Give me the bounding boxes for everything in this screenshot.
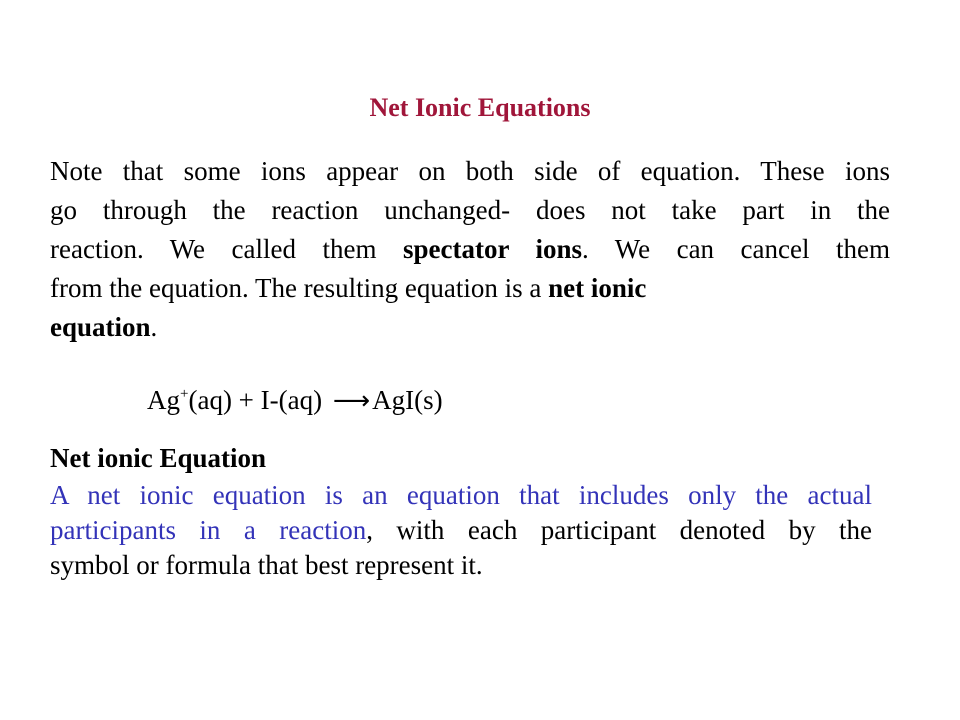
equation-term: equation [50, 312, 151, 342]
reaction-arrow-icon: ⟶ [332, 386, 371, 416]
paragraph-line-3 [50, 230, 890, 269]
paragraph-line-4 [50, 269, 890, 308]
equation-reactants: (aq) + I-(aq) [188, 385, 329, 415]
net-ionic-equation [147, 380, 443, 421]
paragraph-line-3-end: . We can cancel them [582, 234, 890, 264]
definition-text [50, 478, 872, 583]
spectator-ions-paragraph [50, 152, 890, 347]
silver-symbol: Ag [147, 385, 180, 415]
net-ionic-term: net ionic [548, 273, 647, 303]
slide-title: Net Ionic Equations [369, 93, 591, 122]
paragraph-line-1: Note that some ions appear on both side of equation. These ions [50, 156, 890, 186]
paragraph-line-5 [50, 308, 890, 347]
paragraph-line-3-text: reaction. We called them [50, 234, 403, 264]
paragraph-line-2: go through the reaction unchanged- does not take part in the [50, 195, 890, 225]
paragraph-line-5-end: . [150, 312, 158, 342]
equation-product: AgI(s) [372, 385, 443, 415]
definition-line-2-rest: , with each participant denoted by the [366, 515, 873, 545]
definition-line-3: symbol or formula that best represent it. [50, 550, 483, 580]
definition-line-2-blue: participants in a reaction [50, 515, 367, 545]
definition-heading: Net ionic Equation [50, 443, 267, 473]
definition-line-2 [50, 513, 872, 548]
definition-line-1: A net ionic equation is an equation that includes only the actual [50, 480, 872, 510]
paragraph-line-4-text: from the equation. The resulting equation is a [50, 273, 549, 303]
spectator-ions-term: spectator ions [402, 234, 582, 264]
silver-charge: + [180, 386, 189, 402]
